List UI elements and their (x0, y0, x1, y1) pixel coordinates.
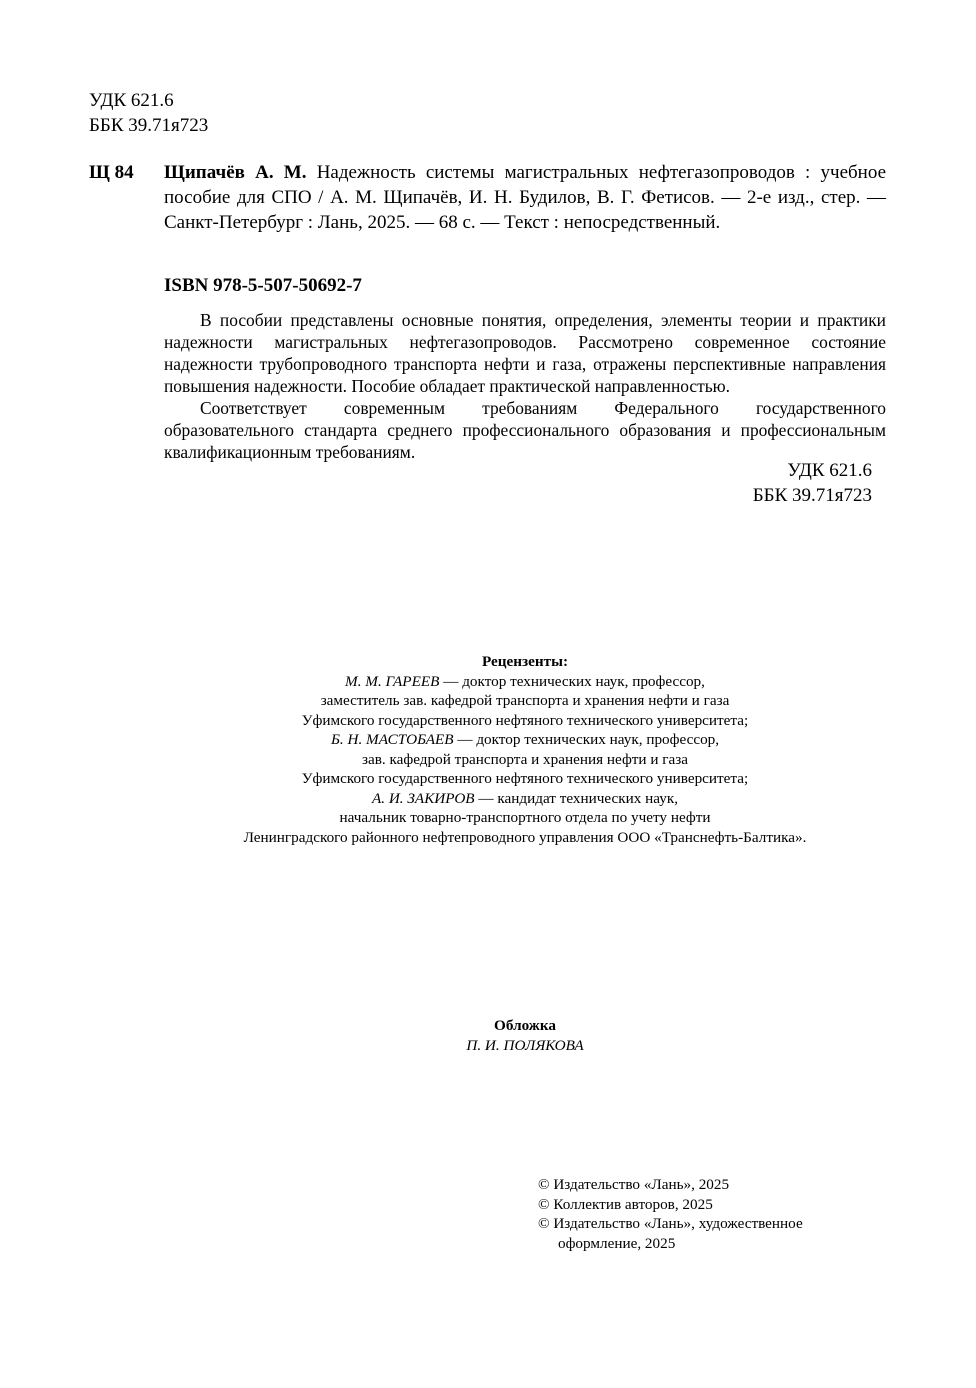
reviewer-name: А. И. ЗАКИРОВ (371, 789, 475, 807)
reviewers-title: Рецензенты: (481, 653, 569, 670)
shelf-mark: Щ 84 (89, 162, 134, 183)
bbk-code: ББК 39.71я723 (89, 115, 209, 136)
description-text: Надежность системы магистральных нефтегазопроводов : учебное пособие для СПО / А. М. Щипачёв, И. Н. Будилов, В. Г. Фетисов. — 2-е изд., стер. — Санкт-Петербург : Лань, 2025. — 68 с. — Текст : непосредственный. (164, 162, 887, 233)
bbk-code: ББК 39.71я723 (752, 485, 872, 506)
reviewer-line: начальник товарно-транспортного отдела по учету нефти (339, 809, 711, 826)
reviewer-line: Уфимского государственного нефтяного технического университета; (301, 770, 749, 787)
reviewer-line: Ленинградского районного нефтепроводного управления ООО «Транснефть-Балтика». (243, 828, 807, 846)
abstract-paragraph: Соответствует современным требованиям Федерального государственного образовательного стандарта среднего профессионального образования и профессиональным квалификационным требованиям. (164, 398, 886, 462)
reviewer-role: — доктор технических наук, профессор, (453, 731, 720, 748)
reviewer-role: — доктор технических наук, профессор, (439, 672, 705, 690)
abstract (164, 309, 886, 463)
isbn: ISBN 978-5-507-50692-7 (164, 275, 362, 296)
author-name: Щипачёв А. М. (164, 162, 307, 183)
header-classification (89, 88, 208, 138)
cover-artist: П. И. ПОЛЯКОВА (466, 1036, 584, 1054)
reviewer-role: — кандидат технических наук, (474, 789, 679, 807)
reviewer-line (100, 789, 950, 809)
abstract-paragraph: В пособии представлены основные понятия, определения, элементы теории и практики надежности магистральных нефтегазопроводов. Рассмотрено современное состояние надежности трубопроводного транспорта нефти и газа, отражены перспективные направления повышения надежности. Пособие обладает практической направленностью. (164, 310, 886, 396)
cover-title: Обложка (494, 1017, 556, 1034)
reviewer-line (100, 672, 950, 692)
footer-classification (700, 458, 872, 508)
reviewer-line: заместитель зав. кафедрой транспорта и хранения нефти и газа (320, 692, 730, 709)
udk-code: УДК 621.6 (787, 460, 872, 481)
copyright-line: © Издательство «Лань», художественное (538, 1215, 803, 1232)
reviewer-name: Б. Н. МАСТОБАЕВ (330, 731, 454, 748)
copyright-line: оформление, 2025 (558, 1234, 676, 1252)
reviewer-line (100, 730, 950, 750)
cover-credit (400, 1016, 650, 1055)
copyright-block (538, 1175, 803, 1253)
reviewer-name: М. М. ГАРЕЕВ (345, 672, 440, 690)
reviewer-line: Уфимского государственного нефтяного технического университета; (301, 711, 749, 729)
udk-code: УДК 621.6 (89, 90, 174, 111)
copyright-line: © Издательство «Лань», 2025 (538, 1176, 730, 1193)
reviewers-section (100, 652, 950, 847)
reviewer-line: зав. кафедрой транспорта и хранения нефти и газа (362, 750, 688, 768)
copyright-line: © Коллектив авторов, 2025 (538, 1195, 713, 1213)
bibliographic-description (164, 160, 886, 235)
